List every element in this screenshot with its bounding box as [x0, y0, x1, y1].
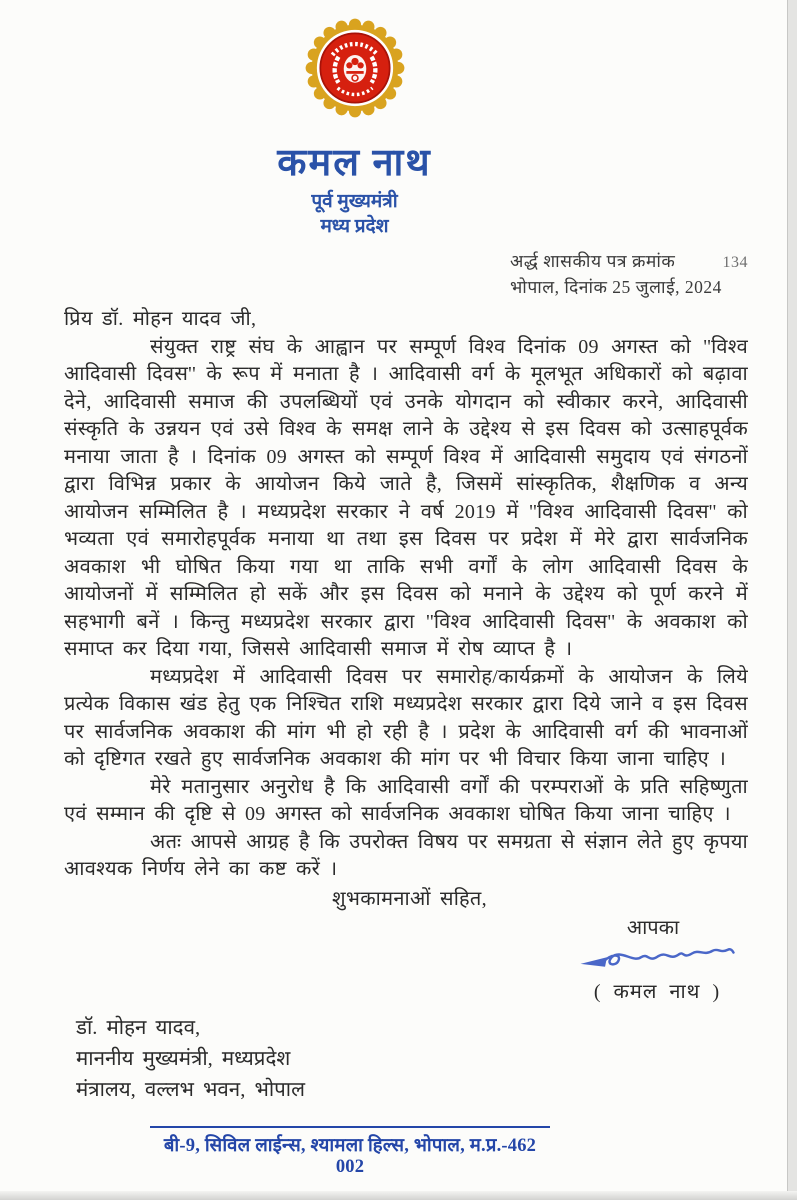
reference-block — [510, 249, 748, 300]
signature-block — [567, 915, 747, 1005]
scan-edge-right — [787, 0, 797, 1200]
letter-paragraph: अतः आपसे आग्रह है कि उपरोक्त विषय पर समग्रता से संज्ञान लेते हुए कृपया आवश्यक निर्णय लेने का कष्ट करें । — [64, 830, 748, 880]
closing-yours: आपका — [626, 917, 680, 939]
kamal-nath-signature-icon — [567, 945, 747, 979]
footer — [150, 1126, 550, 1178]
signatory-name: ( कमल नाथ ) — [593, 981, 721, 1003]
footer-address: बी-9, सिविल लाईन्स, श्यामला हिल्स, भोपाल, म.प्र.-462 002 — [150, 1126, 550, 1178]
addressee-designation: माननीय मुख्यमंत्री, मध्यप्रदेश — [76, 1048, 291, 1070]
scan-edge-bottom — [0, 1191, 797, 1200]
sender-region: मध्य प्रदेश — [320, 216, 389, 237]
letter-body — [0, 300, 797, 913]
reference-label: अर्द्ध शासकीय पत्र क्रमांक — [510, 251, 676, 271]
salutation: प्रिय डॉ. मोहन यादव जी, — [64, 308, 257, 330]
letterhead — [0, 0, 709, 239]
addressee-office: मंत्रालय, वल्लभ भवन, भोपाल — [76, 1079, 306, 1101]
reference-number: 134 — [722, 254, 748, 271]
madhya-pradesh-state-emblem-icon — [303, 16, 407, 120]
sender-title: पूर्व मुख्यमंत्री — [311, 191, 398, 212]
sender-name: कमल नाथ — [277, 142, 432, 184]
addressee-name: डॉ. मोहन यादव, — [76, 1017, 201, 1039]
letter-paragraph: मेरे मतानुसार अनुरोध है कि आदिवासी वर्गों की परम्पराओं के प्रति सहिष्णुता एवं सम्मान की दृष्टि से 09 अगस्त को सार्वजनिक अवकाश घोषित किया जाना चाहिए । — [64, 775, 748, 825]
letter-paragraph: संयुक्त राष्ट्र संघ के आह्वान पर सम्पूर्ण विश्व दिनांक 09 अगस्त को ''विश्व आदिवासी दिवस'' के रूप में मनाता है । आदिवासी वर्ग के मूलभूत अधिकारों को बढ़ावा देने, आदिवासी समाज की उपलब्धियों एवं उनके योगदान को स्वीकार करने, आदिवासी संस्कृति के उन्नयन एवं उसे विश्व के समक्ष लाने के उद्देश्य से इस दिवस को उत्साहपूर्वक मनाया जाता है । दिनांक 09 अगस्त को सम्पूर्ण विश्व में आदिवासी समुदाय एवं संगठनों द्वारा विभिन्न प्रकार के आयोजन किये जाते है, जिसमें सांस्कृतिक, शैक्षणिक व अन्य आयोजन सम्मिलित है । मध्यप्रदेश सरकार ने वर्ष 2019 में ''विश्व आदिवासी दिवस'' को भव्यता एवं समारोहपूर्वक मनाया था तथा इस दिवस पर प्रदेश में मेरे द्वारा सार्वजनिक अवकाश भी घोषित किया गया था ताकि सभी वर्गों के लोग आदिवासी दिवस के आयोजनों में सम्मिलित हो सकें और इस दिवस को मनाने के उद्देश्य को पूर्ण करने में सहभागी बनें । किन्तु मध्यप्रदेश सरकार द्वारा ''विश्व आदिवासी दिवस'' के अवकाश को समाप्त कर दिया गया, जिससे आदिवासी समाज में रोष व्याप्त है । — [64, 335, 748, 660]
closing-regards: शुभकामनाओं सहित, — [332, 887, 487, 910]
reference-place-date: भोपाल, दिनांक 25 जुलाई, 2024 — [510, 277, 722, 297]
addressee-block — [0, 1013, 797, 1106]
letter-paragraph: मध्यप्रदेश में आदिवासी दिवस पर समारोह/कार्यक्रमों के आयोजन के लिये प्रत्येक विकास खंड हेतु एक निश्चित राशि मध्यप्रदेश सरकार द्वारा दिये जाने व इस दिवस पर सार्वजनिक अवकाश की मांग भी हो रही है । प्रदेश के आदिवासी वर्ग की भावनाओं को दृष्टिगत रखते हुए सार्वजनिक अवकाश की मांग पर भी विचार किया जाना चाहिए । — [64, 665, 748, 770]
